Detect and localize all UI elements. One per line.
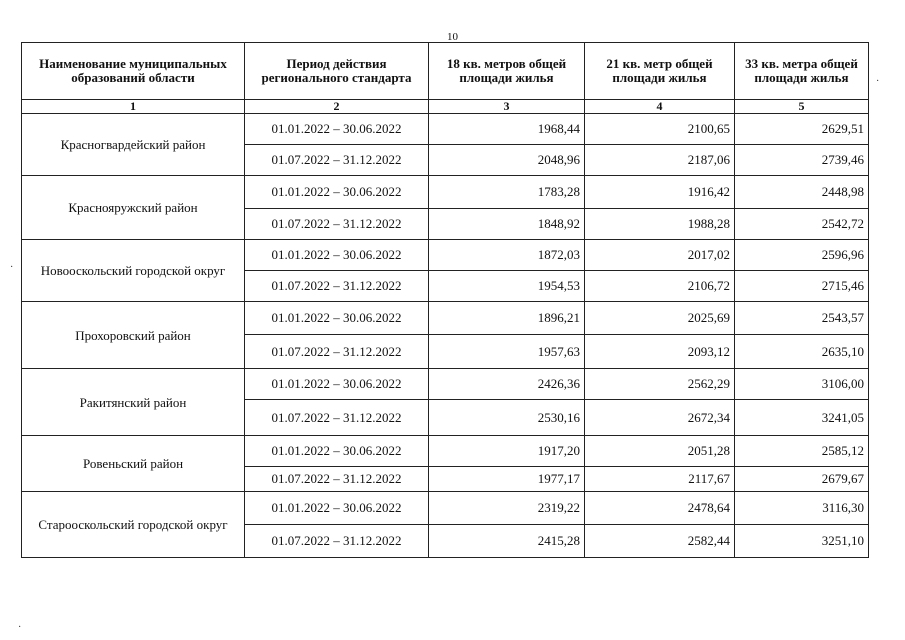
period-cell: 01.07.2022 – 31.12.2022	[245, 467, 429, 492]
value-18sqm: 2048,96	[429, 145, 585, 176]
municipality-name: Новооскольский городской округ	[22, 240, 245, 302]
value-33sqm: 2679,67	[735, 467, 869, 492]
value-18sqm: 2530,16	[429, 400, 585, 436]
column-number: 2	[245, 100, 429, 114]
value-21sqm: 2025,69	[585, 302, 735, 335]
value-21sqm: 2582,44	[585, 525, 735, 558]
period-cell: 01.01.2022 – 30.06.2022	[245, 176, 429, 209]
table-body	[22, 114, 869, 558]
column-number: 4	[585, 100, 735, 114]
table-row	[22, 369, 869, 400]
value-18sqm: 1957,63	[429, 335, 585, 369]
value-21sqm: 2093,12	[585, 335, 735, 369]
column-number: 3	[429, 100, 585, 114]
margin-mark: ·	[18, 622, 22, 633]
value-33sqm: 3241,05	[735, 400, 869, 436]
margin-mark: ·	[876, 76, 880, 87]
value-18sqm: 2415,28	[429, 525, 585, 558]
value-33sqm: 2543,57	[735, 302, 869, 335]
value-18sqm: 2426,36	[429, 369, 585, 400]
value-33sqm: 2629,51	[735, 114, 869, 145]
value-33sqm: 2585,12	[735, 436, 869, 467]
value-33sqm: 2635,10	[735, 335, 869, 369]
municipality-name: Прохоровский район	[22, 302, 245, 369]
table-row	[22, 492, 869, 525]
period-cell: 01.07.2022 – 31.12.2022	[245, 271, 429, 302]
value-33sqm: 2448,98	[735, 176, 869, 209]
column-number-row	[22, 100, 869, 114]
value-21sqm: 2051,28	[585, 436, 735, 467]
table-row	[22, 240, 869, 271]
table-row	[22, 176, 869, 209]
table-header-row	[22, 43, 869, 100]
header-18sqm: 18 кв. метров общей площади жилья	[429, 43, 585, 100]
value-21sqm: 2117,67	[585, 467, 735, 492]
period-cell: 01.07.2022 – 31.12.2022	[245, 400, 429, 436]
value-18sqm: 1848,92	[429, 209, 585, 240]
margin-mark: ·	[10, 262, 14, 273]
value-21sqm: 2187,06	[585, 145, 735, 176]
value-21sqm: 2562,29	[585, 369, 735, 400]
value-33sqm: 2596,96	[735, 240, 869, 271]
period-cell: 01.01.2022 – 30.06.2022	[245, 369, 429, 400]
period-cell: 01.01.2022 – 30.06.2022	[245, 114, 429, 145]
page-number: 10	[447, 31, 458, 43]
municipality-name: Краснояружский район	[22, 176, 245, 240]
header-21sqm: 21 кв. метр общей площади жилья	[585, 43, 735, 100]
period-cell: 01.07.2022 – 31.12.2022	[245, 335, 429, 369]
value-33sqm: 2542,72	[735, 209, 869, 240]
value-18sqm: 1896,21	[429, 302, 585, 335]
value-18sqm: 1872,03	[429, 240, 585, 271]
municipality-name: Ракитянский район	[22, 369, 245, 436]
housing-standard-table	[21, 42, 869, 558]
value-33sqm: 3251,10	[735, 525, 869, 558]
header-period: Период действия регионального стандарта	[245, 43, 429, 100]
period-cell: 01.01.2022 – 30.06.2022	[245, 302, 429, 335]
period-cell: 01.07.2022 – 31.12.2022	[245, 145, 429, 176]
value-18sqm: 1954,53	[429, 271, 585, 302]
period-cell: 01.01.2022 – 30.06.2022	[245, 492, 429, 525]
value-21sqm: 2478,64	[585, 492, 735, 525]
municipality-name: Старооскольский городской округ	[22, 492, 245, 558]
value-18sqm: 2319,22	[429, 492, 585, 525]
value-21sqm: 2672,34	[585, 400, 735, 436]
header-33sqm: 33 кв. метра общей площади жилья	[735, 43, 869, 100]
value-21sqm: 2017,02	[585, 240, 735, 271]
value-21sqm: 2106,72	[585, 271, 735, 302]
municipality-name: Красногвардейский район	[22, 114, 245, 176]
column-number: 5	[735, 100, 869, 114]
value-18sqm: 1783,28	[429, 176, 585, 209]
table-row	[22, 302, 869, 335]
value-33sqm: 2715,46	[735, 271, 869, 302]
value-18sqm: 1968,44	[429, 114, 585, 145]
value-18sqm: 1917,20	[429, 436, 585, 467]
period-cell: 01.07.2022 – 31.12.2022	[245, 209, 429, 240]
value-33sqm: 2739,46	[735, 145, 869, 176]
column-number: 1	[22, 100, 245, 114]
period-cell: 01.07.2022 – 31.12.2022	[245, 525, 429, 558]
period-cell: 01.01.2022 – 30.06.2022	[245, 240, 429, 271]
value-21sqm: 2100,65	[585, 114, 735, 145]
value-21sqm: 1916,42	[585, 176, 735, 209]
header-municipality: Наименование муниципальных образований области	[22, 43, 245, 100]
table-row	[22, 436, 869, 467]
municipality-name: Ровеньский район	[22, 436, 245, 492]
table-row	[22, 114, 869, 145]
value-33sqm: 3106,00	[735, 369, 869, 400]
value-33sqm: 3116,30	[735, 492, 869, 525]
period-cell: 01.01.2022 – 30.06.2022	[245, 436, 429, 467]
value-21sqm: 1988,28	[585, 209, 735, 240]
value-18sqm: 1977,17	[429, 467, 585, 492]
